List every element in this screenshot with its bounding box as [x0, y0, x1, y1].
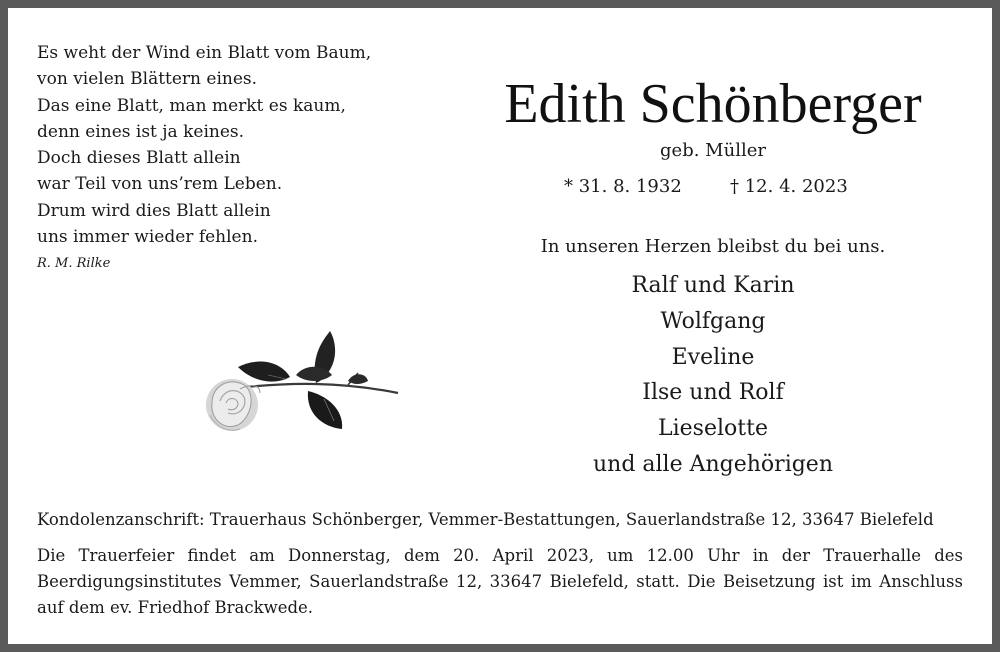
mourner: Wolfgang — [660, 308, 766, 334]
poem-line: von vielen Blättern eines. — [37, 69, 258, 90]
ceremony-info — [37, 543, 963, 621]
obituary-card — [8, 8, 992, 644]
poem — [37, 40, 371, 250]
motto: In unseren Herzen bleibst du bei uns. — [540, 236, 886, 257]
mourner: Eveline — [671, 344, 755, 370]
mourner: Lieselotte — [658, 416, 768, 442]
deceased-name: Edith Schönberger — [504, 73, 922, 135]
white-rose-icon — [198, 323, 408, 443]
poem-author: R. M. Rilke — [37, 256, 111, 271]
mourner: Ilse und Rolf — [642, 380, 784, 406]
maiden-name: geb. Müller — [660, 140, 766, 161]
ceremony-line: Die Trauerfeier findet am Donnerstag, dem 20. April 2023, um 12.00 Uhr in der Trauerhalle des — [37, 546, 963, 565]
ceremony-line: auf dem ev. Friedhof Brackwede. — [37, 598, 314, 617]
condolence-address: Kondolenzanschrift: Trauerhaus Schönberger, Vemmer-Bestattungen, Sauerlandstraße 12, 33647 Bielefeld — [37, 510, 934, 529]
mourners-list — [428, 268, 998, 483]
mourner: Ralf und Karin — [631, 273, 795, 298]
death-date: † 12. 4. 2023 — [730, 176, 848, 197]
poem-line: uns immer wieder fehlen. — [37, 227, 258, 248]
poem-line: denn eines ist ja keines. — [37, 121, 245, 142]
poem-line: Doch dieses Blatt allein — [37, 148, 241, 169]
poem-line: Das eine Blatt, man merkt es kaum, — [37, 95, 346, 116]
mourner: und alle Angehörigen — [592, 451, 833, 477]
ceremony-line: Beerdigungsinstitutes Vemmer, Sauerlandstraße 12, 33647 Bielefeld, statt. Die Beisetzung ist im Anschluss — [37, 572, 963, 591]
poem-line: Es weht der Wind ein Blatt vom Baum, — [37, 43, 372, 63]
poem-line: Drum wird dies Blatt allein — [37, 200, 271, 221]
poem-line: war Teil von uns’rem Leben. — [37, 174, 283, 195]
birth-date: * 31. 8. 1932 — [564, 176, 682, 197]
